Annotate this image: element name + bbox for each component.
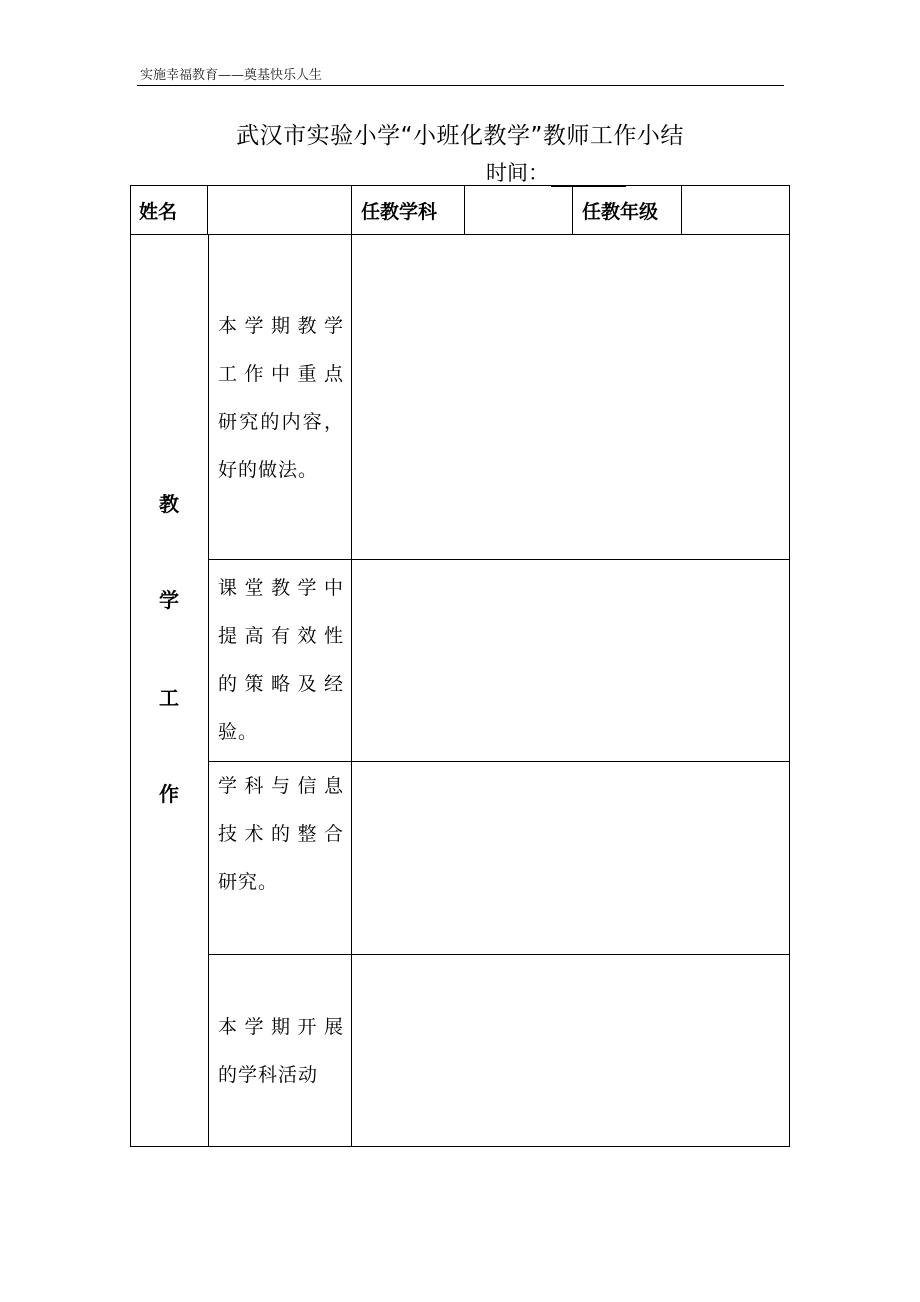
date-label: 时间： [486,161,549,185]
row-2-content-field[interactable] [352,560,789,762]
row-4-prompt [218,1003,344,1099]
row-4-content-field[interactable] [352,955,789,1146]
date-field[interactable] [551,164,626,187]
row-2-line-3: 的策略及经 [218,673,344,695]
subject-label-cell [352,186,465,235]
row-3-line-1: 学科与信息 [218,775,344,797]
name-label: 姓名 [139,200,178,223]
row-3-content-field[interactable] [352,762,789,955]
row-4-line-1: 本学期开展 [218,1016,344,1038]
header-divider [137,85,784,86]
row-1-prompt [218,302,344,494]
row-1-line-3: 研究的内容， [218,411,344,433]
row-3-line-3: 研究。 [218,871,279,893]
row-2-line-2: 提高有效性 [218,625,344,647]
date-row [486,157,626,187]
name-label-cell [130,186,208,235]
row-1-content-field[interactable] [352,235,789,560]
row-3-prompt [218,762,344,906]
grade-label: 任教年级 [582,200,659,223]
header-slogan: 实施幸福教育——奠基快乐人生 [140,68,323,83]
side-char-2: 学 [159,588,179,612]
side-char-1: 教 [159,492,179,516]
row-3-line-2: 技术的整合 [218,823,344,845]
name-field[interactable] [208,186,352,235]
side-char-4: 作 [159,782,179,806]
row-1-line-1: 本学期教学 [218,315,344,337]
row-2-line-1: 课堂教学中 [218,577,344,599]
row-2-line-4: 验。 [218,721,259,743]
row-1-line-2: 工作中重点 [218,363,344,385]
grade-label-cell [573,186,682,235]
document-title: 武汉市实验小学“小班化教学”教师工作小结 [236,123,684,149]
side-char-3: 工 [159,686,179,710]
row-4-line-2: 的学科活动 [218,1064,319,1086]
row-1-line-4: 好的做法。 [218,459,319,481]
subject-label: 任教学科 [361,200,438,223]
grade-field[interactable] [682,186,789,235]
subject-field[interactable] [465,186,573,235]
row-2-prompt [218,564,344,756]
